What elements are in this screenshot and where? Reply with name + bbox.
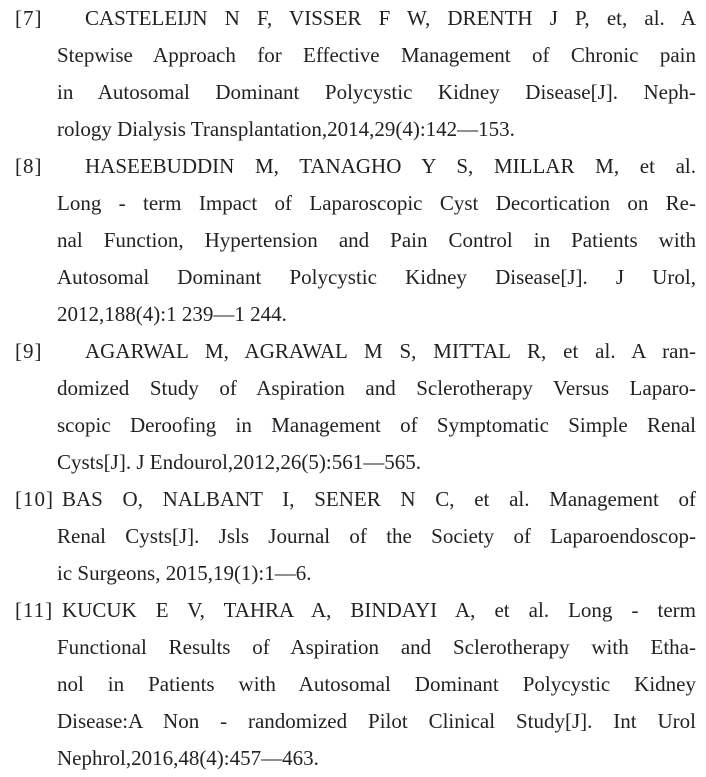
reference-item bbox=[15, 333, 696, 481]
reference-line: 2012,188(4):1 239—1 244. bbox=[57, 302, 287, 326]
reference-line: Cysts[J]. J Endourol,2012,26(5):561—565. bbox=[57, 450, 421, 474]
reference-line: in Autosomal Dominant Polycystic Kidney Disease[J]. Neph- bbox=[57, 80, 696, 104]
reference-number-label: [8] bbox=[15, 154, 43, 178]
reference-number-label: [10] bbox=[15, 487, 54, 511]
reference-citation-text bbox=[57, 333, 696, 481]
reference-line: Functional Results of Aspiration and Sclerotherapy with Etha- bbox=[57, 635, 696, 659]
reference-line: KUCUK E V, TAHRA A, BINDAYI A, et al. Long - term bbox=[62, 598, 696, 622]
reference-line: scopic Deroofing in Management of Symptomatic Simple Renal bbox=[57, 413, 696, 437]
reference-line: CASTELEIJN N F, VISSER F W, DRENTH J P, et, al. A bbox=[85, 6, 696, 30]
reference-number-label: [9] bbox=[15, 339, 43, 363]
reference-item bbox=[15, 0, 696, 148]
reference-citation-text bbox=[57, 481, 696, 592]
reference-item bbox=[15, 148, 696, 333]
reference-number-label: [7] bbox=[15, 6, 43, 30]
reference-line: ic Surgeons, 2015,19(1):1—6. bbox=[57, 561, 312, 585]
reference-line: Autosomal Dominant Polycystic Kidney Disease[J]. J Urol, bbox=[57, 265, 696, 289]
reference-line: rology Dialysis Transplantation,2014,29(4):142—153. bbox=[57, 117, 515, 141]
reference-line: Disease:A Non - randomized Pilot Clinical Study[J]. Int Urol bbox=[57, 709, 696, 733]
reference-item bbox=[15, 592, 696, 777]
reference-item bbox=[15, 481, 696, 592]
reference-list bbox=[15, 0, 696, 777]
reference-line: nol in Patients with Autosomal Dominant Polycystic Kidney bbox=[57, 672, 696, 696]
reference-line: BAS O, NALBANT I, SENER N C, et al. Management of bbox=[62, 487, 696, 511]
reference-citation-text bbox=[57, 592, 696, 777]
reference-line: nal Function, Hypertension and Pain Control in Patients with bbox=[57, 228, 696, 252]
reference-line: domized Study of Aspiration and Sclerotherapy Versus Laparo- bbox=[57, 376, 696, 400]
reference-line: Long - term Impact of Laparoscopic Cyst Decortication on Re- bbox=[57, 191, 696, 215]
reference-number-label: [11] bbox=[15, 598, 54, 622]
reference-line: Nephrol,2016,48(4):457—463. bbox=[57, 746, 319, 770]
reference-line: HASEEBUDDIN M, TANAGHO Y S, MILLAR M, et al. bbox=[85, 154, 696, 178]
reference-citation-text bbox=[57, 0, 696, 148]
reference-citation-text bbox=[57, 148, 696, 333]
reference-line: AGARWAL M, AGRAWAL M S, MITTAL R, et al. A ran- bbox=[85, 339, 696, 363]
reference-line: Renal Cysts[J]. Jsls Journal of the Society of Laparoendoscop- bbox=[57, 524, 696, 548]
reference-line: Stepwise Approach for Effective Management of Chronic pain bbox=[57, 43, 696, 67]
